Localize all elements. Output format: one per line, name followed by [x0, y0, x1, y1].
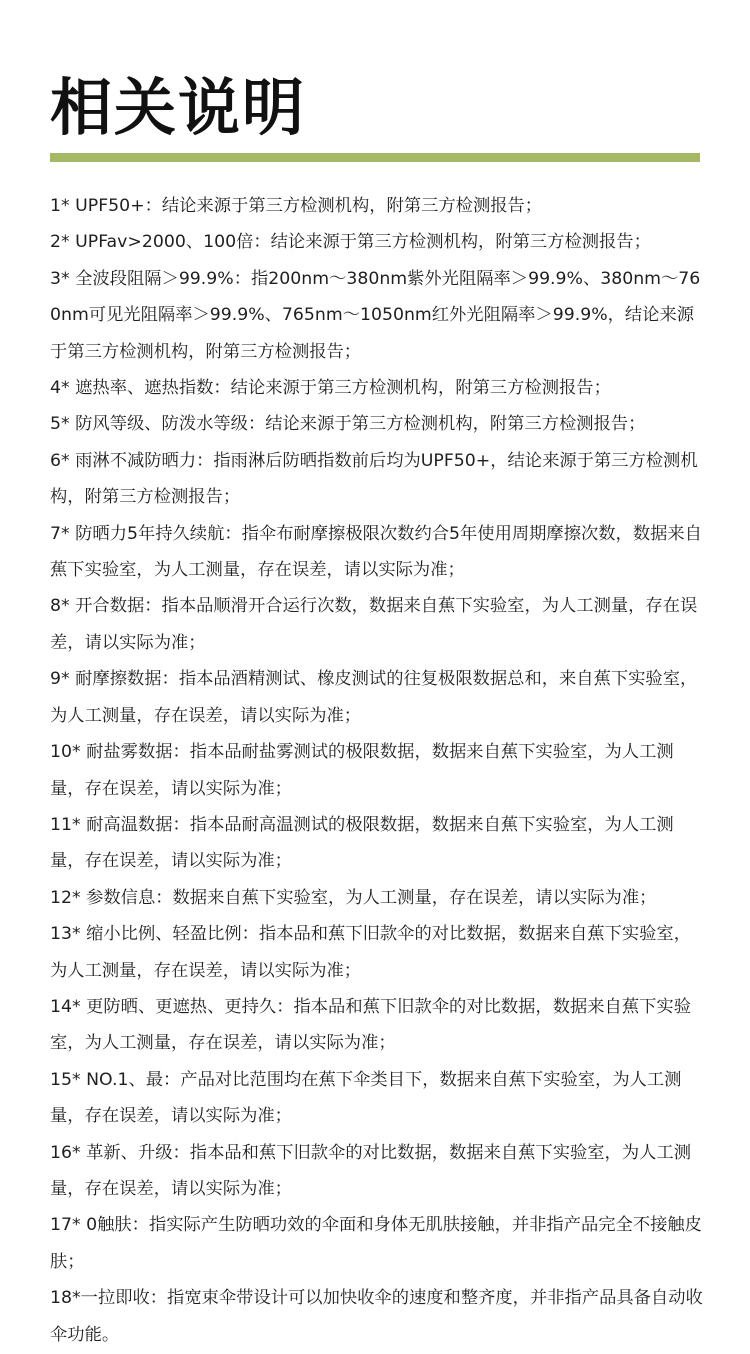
note-item-3: 3* 全波段阻隔＞99.9%：指200nm～380nm紫外光阻隔率＞99.9%、380nm～760nm可见光阻隔率＞99.9%、765nm～1050nm红外光阻隔率＞99.9%，结论来源于第三方检测机构，附第三方检测报告；	[50, 268, 701, 362]
note-item-5: 5* 防风等级、防泼水等级：结论来源于第三方检测机构，附第三方检测报告；	[50, 414, 646, 435]
note-item-10: 10* 耐盐雾数据：指本品耐盐雾测试的极限数据，数据来自蕉下实验室，为人工测量，存在误差，请以实际为准；	[50, 742, 674, 799]
note-item-13: 13* 缩小比例、轻盈比例：指本品和蕉下旧款伞的对比数据，数据来自蕉下实验室，为人工测量，存在误差，请以实际为准；	[50, 924, 691, 981]
note-item-14: 14* 更防晒、更遮热、更持久：指本品和蕉下旧款伞的对比数据，数据来自蕉下实验室，为人工测量，存在误差，请以实际为准；	[50, 996, 691, 1054]
note-item-7: 7* 防晒力5年持久续航：指伞布耐摩擦极限次数约合5年使用周期摩擦次数，数据来自蕉下实验室，为人工测量，存在误差，请以实际为准；	[50, 523, 702, 581]
title-divider	[50, 153, 700, 162]
note-item-1: 1* UPF50+：结论来源于第三方检测机构，附第三方检测报告；	[50, 196, 543, 216]
note-item-2: 2* UPFav>2000、100倍：结论来源于第三方检测机构，附第三方检测报告；	[50, 232, 651, 253]
note-item-16: 16* 革新、升级：指本品和蕉下旧款伞的对比数据，数据来自蕉下实验室，为人工测量，存在误差，请以实际为准；	[50, 1142, 691, 1199]
note-item-17: 17* 0触肤：指实际产生防晒功效的伞面和身体无肌肤接触，并非指产品完全不接触皮肤；	[50, 1215, 702, 1272]
note-item-12: 12* 参数信息：数据来自蕉下实验室，为人工测量，存在误差，请以实际为准；	[50, 887, 657, 908]
note-item-4: 4* 遮热率、遮热指数：结论来源于第三方检测机构，附第三方检测报告；	[50, 378, 611, 399]
note-item-15: 15* NO.1、最：产品对比范围均在蕉下伞类目下，数据来自蕉下实验室，为人工测量，存在误差，请以实际为准；	[50, 1069, 682, 1127]
note-item-8: 8* 开合数据：指本品顺滑开合运行次数，数据来自蕉下实验室，为人工测量，存在误差，请以实际为准；	[50, 596, 698, 653]
note-item-11: 11* 耐高温数据：指本品耐高温测试的极限数据，数据来自蕉下实验室，为人工测量，存在误差，请以实际为准；	[50, 814, 674, 872]
notes-list	[50, 188, 704, 1353]
note-item-9: 9* 耐摩擦数据：指本品酒精测试、橡皮测试的往复极限数据总和，来自蕉下实验室，为人工测量，存在误差，请以实际为准；	[50, 669, 698, 726]
note-item-6: 6* 雨淋不减防晒力：指雨淋后防晒指数前后均为UPF50+，结论来源于第三方检测机构，附第三方检测报告；	[50, 450, 698, 508]
note-item-18: 18*一拉即收：指宽束伞带设计可以加快收伞的速度和整齐度，并非指产品具备自动收伞功能。	[50, 1288, 703, 1345]
page-title: 相关说明	[50, 71, 307, 144]
